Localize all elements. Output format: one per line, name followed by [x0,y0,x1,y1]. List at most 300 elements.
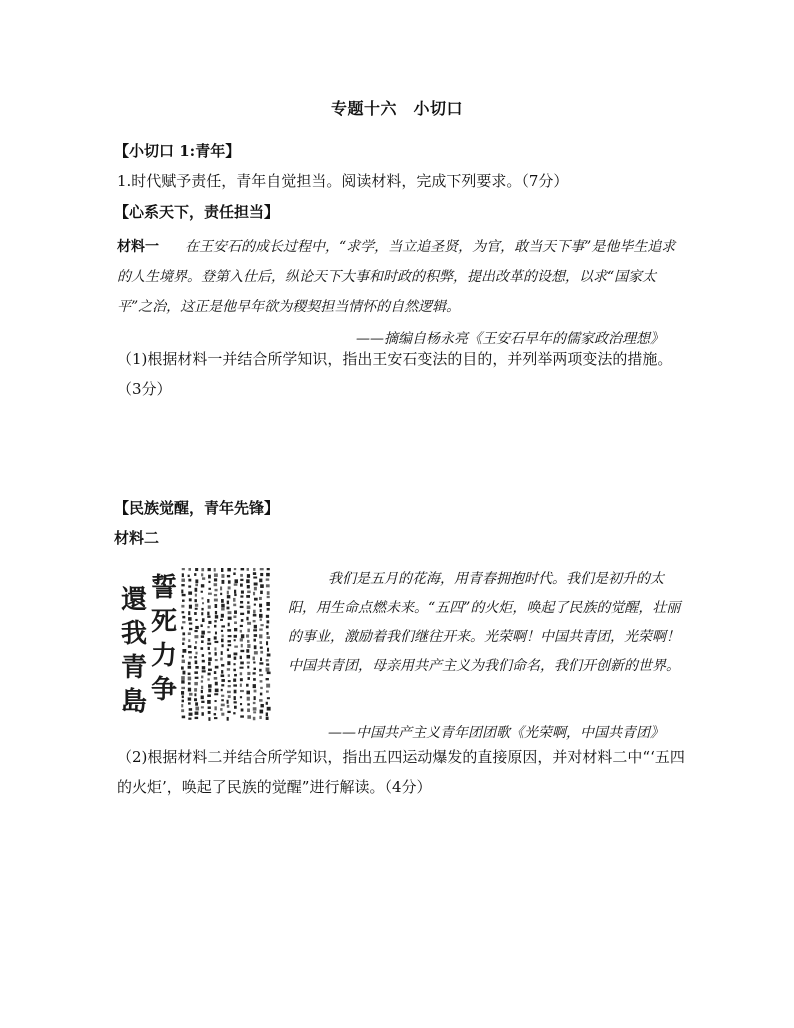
manuscript-mark [194,646,197,649]
manuscript-mark [253,668,255,670]
manuscript-mark [214,671,216,674]
manuscript-mark [240,613,244,615]
material-one-label: 材料一 [117,239,159,255]
manuscript-mark [227,640,230,642]
manuscript-mark [259,674,263,676]
manuscript-mark [247,585,250,589]
manuscript-mark [214,583,218,586]
manuscript-mark [253,629,257,631]
manuscript-mark [208,593,212,595]
manuscript-mark [214,647,216,650]
manuscript-mark [215,689,219,693]
manuscript-mark [246,617,248,621]
manuscript-mark [221,599,224,603]
manuscript-mark [253,661,255,663]
manuscript-mark [247,703,250,705]
manuscript-mark [202,670,206,672]
manuscript-mark [189,693,193,696]
manuscript-mark [214,700,216,702]
manuscript-mark [221,689,223,691]
manuscript-mark [267,648,269,652]
manuscript-mark [221,625,225,627]
manuscript-mark [259,614,263,618]
manuscript-mark [188,673,191,675]
manuscript-mark [227,700,229,704]
manuscript-mark [195,619,197,621]
manuscript-mark [188,651,192,653]
manuscript-mark [233,679,236,682]
manuscript-mark [260,646,263,648]
manuscript-mark [220,657,222,660]
manuscript-mark [221,664,224,666]
manuscript-mark [214,677,218,680]
manuscript-mark [208,581,210,583]
manuscript-mark [221,674,225,677]
manuscript-mark [208,575,211,579]
manuscript-mark [260,680,263,682]
manuscript-mark [188,677,191,681]
manuscript-mark [241,634,244,638]
manuscript-mark [188,639,190,642]
manuscript-mark [233,572,235,575]
manuscript-mark [266,684,270,688]
manuscript-mark [267,672,271,675]
manuscript-mark [201,612,203,615]
manuscript-mark [214,578,217,581]
manuscript-mark [266,573,270,576]
manuscript-mark [189,656,192,658]
manuscript-mark [240,601,243,604]
manuscript-mark [247,655,251,659]
manuscript-mark [182,716,185,719]
manuscript-mark [241,644,243,647]
manuscript-mark [228,580,231,583]
manuscript-mark [188,579,191,582]
manuscript-mark [234,594,236,596]
manuscript-mark [194,612,197,615]
manuscript-mark [227,568,231,571]
manuscript-mark [234,701,237,703]
manuscript-mark [246,691,250,695]
manuscript-mark [260,651,263,654]
manuscript-mark [207,643,211,645]
manuscript-mark [181,704,183,707]
manuscript-mark [228,644,231,646]
manuscript-mark [247,610,250,613]
manuscript-mark [214,625,216,628]
manuscript-mark [221,695,224,697]
manuscript-mark [266,632,268,635]
manuscript-mark [220,586,222,590]
manuscript-mark [202,602,204,604]
manuscript-mark [195,711,199,714]
manuscript-mark [227,668,230,671]
poster-char: 死 [151,607,178,637]
manuscript-mark [182,568,185,570]
manuscript-mark [234,646,238,648]
manuscript-mark [207,612,209,616]
manuscript-mark [247,672,250,675]
manuscript-mark [228,635,232,637]
manuscript-mark [234,639,236,641]
manuscript-mark [267,653,271,656]
manuscript-mark [267,596,270,598]
manuscript-mark [194,671,198,674]
manuscript-mark [207,631,210,633]
manuscript-mark [215,615,218,618]
manuscript-mark [195,660,198,664]
manuscript-mark [208,669,212,671]
manuscript-mark [181,605,184,608]
manuscript-mark [260,584,264,588]
manuscript-mark [195,666,198,669]
manuscript-mark [214,641,218,643]
manuscript-mark [215,604,218,608]
manuscript-mark [221,568,223,572]
manuscript-mark [220,619,223,621]
manuscript-mark [266,659,269,661]
manuscript-mark [227,654,230,657]
manuscript-mark [228,586,231,589]
manuscript-mark [233,669,236,672]
manuscript-mark [267,620,270,623]
manuscript-mark [253,592,255,595]
manuscript-mark [221,608,224,610]
manuscript-mark [202,577,205,579]
manuscript-mark [253,568,255,571]
manuscript-mark [182,594,186,596]
manuscript-mark [208,652,210,654]
manuscript-mark [215,611,217,614]
manuscript-mark [266,602,270,606]
manuscript-mark [254,582,258,585]
manuscript-mark [234,610,237,613]
manuscript-mark [240,625,243,627]
manuscript-mark [215,589,218,591]
question-two: （2)根据材料二并结合所学知识，指出五四运动爆发的直接原因，并对材料二中“‘五四的火炬’，唤起了民族的觉醒”进行解读。（4分） [117,748,685,796]
manuscript-mark [234,583,238,585]
manuscript-mark [260,693,262,696]
manuscript-mark [188,662,191,665]
manuscript-mark [267,707,271,711]
manuscript-mark [259,634,262,638]
manuscript-mark [266,663,269,665]
manuscript-mark [182,621,185,623]
manuscript-mark [181,666,184,669]
manuscript-mark [195,588,198,592]
manuscript-mark [228,611,232,614]
manuscript-mark [240,650,244,652]
manuscript-mark [188,617,192,621]
manuscript-mark [214,573,218,577]
manuscript-mark [247,568,249,571]
manuscript-mark [182,573,184,577]
manuscript-mark [214,713,216,715]
poster-char: 我 [121,619,148,649]
manuscript-mark [221,699,224,701]
manuscript-mark [254,651,258,654]
manuscript-mark [253,620,256,622]
manuscript-mark [182,611,185,613]
manuscript-mark [188,666,191,669]
manuscript-mark [181,676,185,680]
manuscript-mark [182,700,184,703]
subsection-heading-b: 【民族觉醒，青年先锋】 [114,499,280,517]
manuscript-mark [240,606,244,608]
question-intro: 1.时代赋予责任，青年自觉担当。阅读材料，完成下列要求。（7分） [117,172,569,190]
manuscript-mark [253,610,256,614]
manuscript-mark [253,577,257,579]
manuscript-mark [194,635,198,638]
manuscript-mark [254,634,257,637]
manuscript-mark [215,659,218,661]
manuscript-mark [208,621,211,624]
manuscript-mark [221,713,224,716]
poster-char: 誓 [151,573,178,603]
material-one [117,232,687,322]
manuscript-mark [221,684,224,686]
manuscript-mark [253,572,256,575]
manuscript-mark [227,629,231,631]
manuscript-mark [241,591,244,594]
manuscript-mark [202,666,205,669]
manuscript-mark [202,660,205,663]
manuscript-mark [215,682,218,686]
manuscript-mark [194,688,197,692]
manuscript-mark [181,687,185,689]
manuscript-mark [221,670,223,674]
manuscript-mark [240,690,244,692]
manuscript-mark [227,649,229,652]
manuscript-mark [247,677,249,680]
manuscript-mark [208,684,212,687]
manuscript-mark [181,579,185,582]
question-one: （1)根据材料一并结合所学知识，指出王安石变法的目的，并列举两项变法的措施。（3分） [117,350,673,398]
manuscript-mark [194,698,197,701]
manuscript-mark [195,604,198,607]
manuscript-mark [259,597,262,600]
manuscript-mark [202,654,204,657]
manuscript-mark [195,608,198,610]
manuscript-mark [195,584,198,586]
manuscript-mark [240,579,243,581]
manuscript-mark [181,584,184,586]
manuscript-mark [240,630,242,633]
manuscript-mark [267,568,270,570]
manuscript-mark [253,707,257,710]
manuscript-mark [253,678,256,681]
manuscript-mark [260,687,263,689]
manuscript-mark [220,593,222,595]
manuscript-mark [266,578,270,580]
poster-char: 力 [151,641,178,671]
manuscript-mark [182,642,184,645]
manuscript-mark [259,699,263,702]
manuscript-mark [208,711,211,714]
manuscript-mark [182,695,184,698]
manuscript-mark [247,644,250,648]
manuscript-mark [214,717,217,719]
manuscript-mark [214,693,218,695]
manuscript-mark [254,690,257,693]
manuscript-mark [189,622,192,624]
manuscript-mark [201,624,203,627]
manuscript-mark [194,630,197,632]
material-two-source: ——中国共产主义青年团团歌《光荣啊，中国共青团》 [328,725,664,741]
manuscript-mark [201,712,203,716]
manuscript-mark [208,605,211,608]
manuscript-mark [233,598,235,602]
manuscript-mark [188,682,191,684]
manuscript-mark [234,568,236,570]
manuscript-mark [247,574,250,578]
manuscript-mark [266,678,269,680]
manuscript-mark [214,568,216,572]
manuscript-mark [201,701,204,703]
manuscript-mark [221,651,223,655]
manuscript-mark [188,688,191,692]
manuscript-mark [181,626,183,629]
manuscript-mark [247,708,250,712]
manuscript-mark [194,599,196,602]
manuscript-mark [188,611,190,615]
manuscript-mark [208,647,210,650]
manuscript-mark [221,635,223,638]
manuscript-mark [259,579,262,583]
manuscript-mark [182,632,185,635]
manuscript-mark [254,587,257,591]
manuscript-mark [240,574,243,577]
manuscript-mark [221,574,224,578]
manuscript-mark [253,717,256,720]
manuscript-mark [240,595,243,597]
manuscript-mark [201,680,203,682]
manuscript-mark [201,631,205,635]
manuscript-mark [195,702,198,705]
manuscript-mark [194,573,196,576]
poster-char: 青 [121,653,148,683]
manuscript-mark [247,697,250,701]
manuscript-mark [195,594,197,597]
manuscript-mark [240,696,242,698]
manuscript-mark [181,709,184,712]
manuscript-mark [227,691,231,693]
manuscript-mark [195,677,199,679]
manuscript-mark [267,591,270,595]
manuscript-mark [221,580,224,584]
manuscript-mark [246,649,249,653]
manuscript-mark [188,702,191,704]
poster-char: 島 [121,687,148,717]
manuscript-mark [201,676,203,679]
manuscript-mark [221,630,223,632]
manuscript-mark [234,706,237,709]
manuscript-mark [201,573,203,576]
manuscript-mark [201,568,204,571]
manuscript-mark [208,706,211,709]
manuscript-mark [246,579,249,583]
manuscript-mark [201,635,204,638]
manuscript-mark [227,705,229,708]
manuscript-mark [228,680,231,682]
manuscript-mark [240,684,242,687]
manuscript-mark [260,573,263,576]
manuscript-mark [246,595,250,598]
subsection-heading-a: 【心系天下，责任担当】 [114,203,280,221]
manuscript-mark [208,657,212,661]
manuscript-mark [189,628,192,630]
manuscript-mark [260,704,263,707]
manuscript-mark [208,568,211,571]
manuscript-mark [215,666,219,669]
manuscript-mark [194,693,196,696]
manuscript-mark [240,715,244,717]
manuscript-mark [201,584,204,587]
manuscript-mark [234,690,237,694]
manuscript-mark [233,653,237,656]
page-title: 专题十六 小切口 [330,99,463,118]
manuscript-mark [260,609,262,612]
manuscript-mark [227,575,230,577]
manuscript-mark [240,638,243,641]
manuscript-mark [201,591,203,593]
manuscript-mark [247,640,250,643]
manuscript-mark [189,708,192,711]
manuscript-mark [195,717,199,719]
manuscript-mark [208,717,210,721]
manuscript-mark [240,656,242,659]
manuscript-mark [182,655,184,658]
manuscript-mark [221,604,224,608]
manuscript-mark [246,634,249,637]
material-one-text: 在王安石的成长过程中，“求学，当立追圣贤，为官，敢当天下事”是他毕生追求的人生境界。登第入仕后，纵论天下大事和时政的积弊，提出改革的设想，以求“国家太平”之治，这正是他早年欲为稷契担当情怀的自然逻辑。 [117,239,676,315]
material-two-label: 材料二 [114,529,160,547]
manuscript-mark [247,629,249,633]
manuscript-mark [241,709,244,712]
manuscript-mark [260,624,263,626]
manuscript-mark [195,626,199,629]
manuscript-mark [182,660,185,663]
manuscript-mark [234,628,237,631]
manuscript-mark [233,684,237,686]
manuscript-mark [260,657,262,660]
manuscript-mark [228,695,231,698]
manuscript-mark [259,669,261,672]
manuscript-mark [253,672,256,674]
manuscript-mark [254,598,258,601]
manuscript-mark [260,591,263,594]
manuscript-mark [214,599,218,602]
manuscript-mark [234,579,237,583]
manuscript-mark [228,617,232,620]
manuscript-mark [215,652,217,655]
manuscript-mark [227,607,230,610]
manuscript-mark [254,625,257,629]
manuscript-mark [253,657,255,661]
manuscript-mark [195,579,198,583]
manuscript-mark [227,717,229,721]
manuscript-mark [247,715,251,719]
manuscript-mark [227,595,231,598]
manuscript-mark [214,706,216,710]
manuscript-mark [247,666,249,669]
manuscript-mark [254,645,257,649]
manuscript-mark [194,656,197,658]
material-one-source: ——摘编自杨永亮《王安石早年的儒家政治理想》 [356,331,664,347]
manuscript-mark [259,662,263,664]
manuscript-mark [189,598,192,601]
manuscript-mark [233,712,235,714]
